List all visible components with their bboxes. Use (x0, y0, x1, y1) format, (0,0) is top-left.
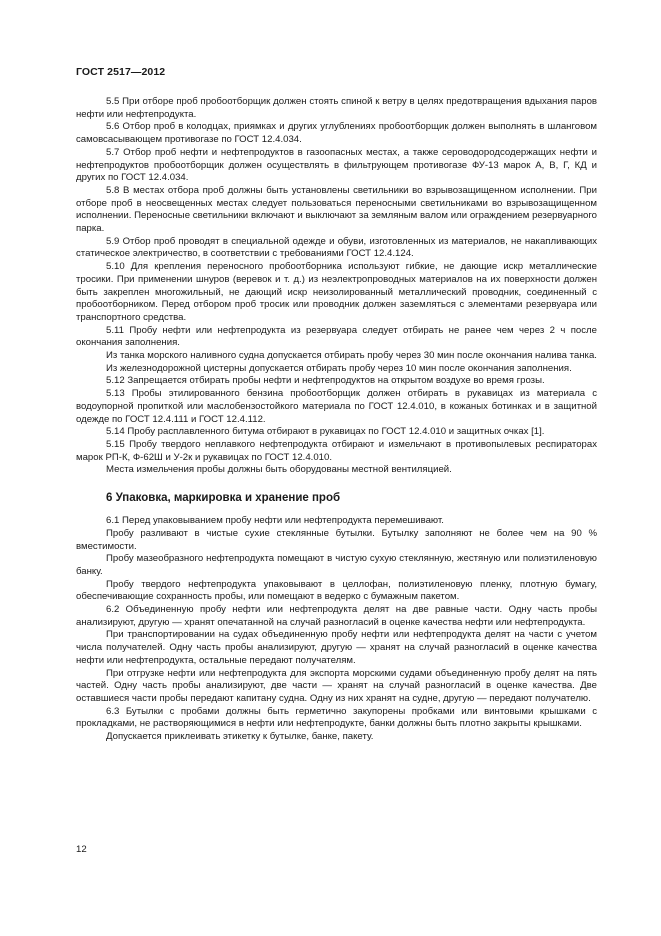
paragraph: 5.11 Пробу нефти или нефтепродукта из резервуара следует отбирать не ранее чем через 2 ч после окончания заполнения. (76, 324, 597, 349)
paragraph: Пробу разливают в чистые сухие стеклянные бутылки. Бутылку заполняют не более чем на 90 % вместимости. (76, 527, 597, 552)
paragraph: При отгрузке нефти или нефтепродукта для экспорта морскими судами объединенную пробу делят на пять частей. Одну часть пробы анализируют, две части — хранят на случай разногласий в оценке качества. Две оставшиеся части пробы передают капитану судна. Одну из них хранят на судне, другую — передают получателю. (76, 667, 597, 704)
paragraph: 5.8 В местах отбора проб должны быть установлены светильники во взрывозащищенном исполнении. При отборе проб в неосвещенных местах следует пользоваться переносными светильниками во взрывозащищенном исполнении. Переносные светильники включают и выключают за земляным валом или ограждением резервуарного парка. (76, 184, 597, 235)
paragraph: 5.6 Отбор проб в колодцах, приямках и других углублениях пробоотборщик должен выполнять в шланговом самовсасывающем противогазе по ГОСТ 12.4.034. (76, 121, 597, 146)
document-body (76, 96, 597, 744)
paragraph: Пробу мазеобразного нефтепродукта помещают в чистую сухую стеклянную, жестяную или полиэтиленовую банку. (76, 553, 597, 577)
paragraph: Места измельчения пробы должны быть оборудованы местной вентиляцией. (106, 464, 452, 476)
paragraph: 6.2 Объединенную пробу нефти или нефтепродукта делят на две равные части. Одну часть пробы анализируют, другую — хранят опечатанной на случай разногласий в оценке качества нефти или нефтепродукта. (76, 604, 597, 628)
section-6-text (76, 515, 597, 744)
paragraph: 5.9 Отбор проб проводят в специальной одежде и обуви, изготовленных из материалов, не накапливающих статическое электричество, в соответствии с требованиями ГОСТ 12.4.124. (76, 235, 597, 260)
paragraph: Допускается приклеивать этикетку к бутылке, банке, пакету. (106, 731, 374, 743)
paragraph: При транспортировании на судах объединенную пробу нефти или нефтепродукта делят на части с учетом числа получателей. Одну часть пробы анализируют, другую — хранят на случай разногласий в оценке качества нефти или нефтепродукта, остальные передают получателям. (76, 629, 597, 666)
paragraph: 5.10 Для крепления переносного пробоотборника используют гибкие, не дающие искр металлические тросики. При применении шнуров (веревок и т. д.) из неэлектропроводных материалов на их поверхности должен быть закреплен многожильный, не дающий искр неизолированный металлический проводник, соединенный с пробоотборником. Перед отбором проб тросик или проводник должен заземляться с элементами резервуара или транспортного средства. (76, 261, 597, 323)
paragraph: 5.7 Отбор проб нефти и нефтепродуктов в газоопасных местах, а также сероводородсодержащих нефти и нефтепродуктов пробоотборщик должен осуществлять в фильтрующем противогазе ФУ-13 марок А, В, Г, КД и других по ГОСТ 12.4.034. (76, 146, 597, 184)
paragraph: 5.5 При отборе проб пробоотборщик должен стоять спиной к ветру в целях предотвращения вдыхания паров нефти или нефтепродукта. (76, 96, 597, 120)
paragraph: 6.3 Бутылки с пробами должны быть герметично закупорены пробками или винтовыми крышками с прокладками, не растворяющимися в нефти или нефтепродукте, банки должны быть плотно закрыты крышками. (76, 705, 597, 730)
document-header: ГОСТ 2517—2012 (76, 66, 166, 78)
paragraph: 5.13 Пробы этилированного бензина пробоотборщик должен отбирать в рукавицах из материала с водоупорной пропиткой или маслобензостойкого материала по ГОСТ 12.4.010, в кожаных ботинках и в защитной одежде по ГОСТ 12.4.111 и ГОСТ 12.4.112. (76, 388, 597, 425)
paragraph: 6.1 Перед упаковыванием пробу нефти или нефтепродукта перемешивают. (106, 515, 444, 527)
paragraph: 5.14 Пробу расплавленного битума отбирают в рукавицах по ГОСТ 12.4.010 и защитных очках [1]. (106, 426, 545, 438)
page-number: 12 (76, 844, 87, 855)
paragraph: 5.15 Пробу твердого неплавкого нефтепродукта отбирают и измельчают в противопылевых респираторах марок РП-К, Ф-62Ш и У-2к и рукавицах по ГОСТ 12.4.010. (76, 438, 597, 463)
paragraph: Из железнодорожной цистерны допускается отбирать пробу через 10 мин после окончания заполнения. (106, 362, 572, 374)
section-5-text (76, 96, 597, 477)
paragraph: Пробу твердого нефтепродукта упаковывают в целлофан, полиэтиленовую пленку, плотную бумагу, обеспечивающие сохранность пробы, или помещают в ведерко с бумажным пакетом. (76, 578, 597, 603)
paragraph: 5.12 Запрещается отбирать пробы нефти и нефтепродуктов на открытом воздухе во время грозы. (106, 375, 545, 387)
paragraph: Из танка морского наливного судна допускается отбирать пробу через 30 мин после окончания налива танка. (106, 350, 597, 362)
section-heading: 6 Упаковка, маркировка и хранение проб (106, 492, 341, 505)
